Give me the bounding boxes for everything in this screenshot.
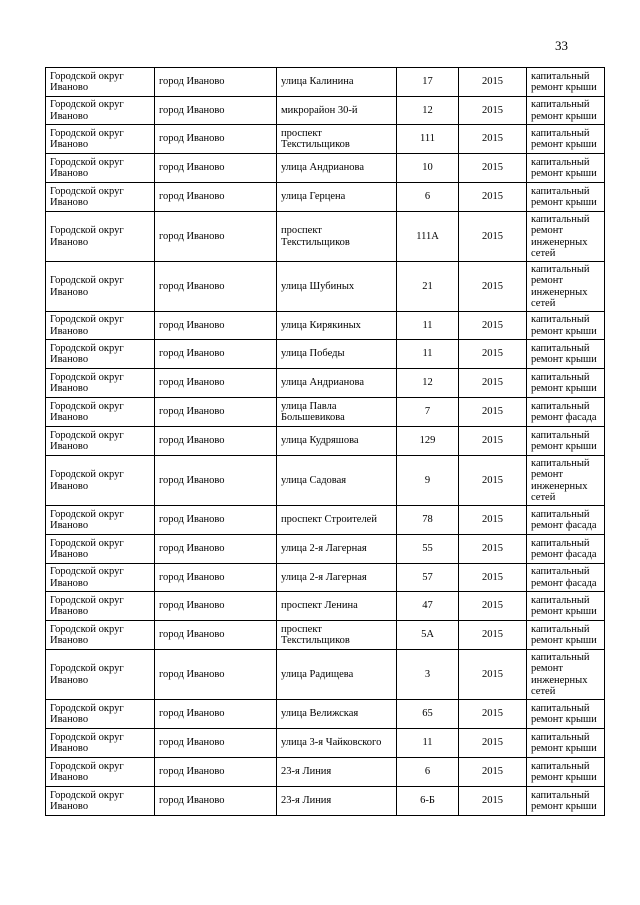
house-number-cell: 47 [397, 592, 459, 621]
street-cell: улица Садовая [277, 456, 397, 506]
year-cell: 2015 [459, 456, 527, 506]
house-number-cell: 111А [397, 212, 459, 262]
work-type-cell: капитальный ремонт инженерных сетей [527, 212, 605, 262]
city-cell: город Иваново [155, 787, 277, 816]
city-cell: город Иваново [155, 369, 277, 398]
work-type-cell: капитальный ремонт крыши [527, 154, 605, 183]
table-row [46, 125, 605, 154]
street-cell: улица 2-я Лагерная [277, 564, 397, 592]
okrug-cell: Городской округ Иваново [46, 212, 155, 262]
table-row [46, 97, 605, 125]
house-number-cell: 6-Б [397, 787, 459, 816]
house-number-cell: 65 [397, 700, 459, 729]
house-number-cell: 6 [397, 758, 459, 787]
work-type-cell: капитальный ремонт крыши [527, 125, 605, 154]
city-cell: город Иваново [155, 506, 277, 535]
okrug-cell: Городской округ Иваново [46, 68, 155, 97]
city-cell: город Иваново [155, 427, 277, 456]
city-cell: город Иваново [155, 154, 277, 183]
table-row [46, 592, 605, 621]
table-row [46, 456, 605, 506]
city-cell: город Иваново [155, 729, 277, 758]
street-cell: проспект Текстильщиков [277, 125, 397, 154]
city-cell: город Иваново [155, 564, 277, 592]
street-cell: проспект Ленина [277, 592, 397, 621]
street-cell: улица Герцена [277, 183, 397, 212]
work-type-cell: капитальный ремонт крыши [527, 729, 605, 758]
table-body [46, 68, 605, 816]
street-cell: улица Кудряшова [277, 427, 397, 456]
house-number-cell: 12 [397, 97, 459, 125]
table-row [46, 535, 605, 564]
city-cell: город Иваново [155, 700, 277, 729]
work-type-cell: капитальный ремонт крыши [527, 700, 605, 729]
okrug-cell: Городской округ Иваново [46, 154, 155, 183]
year-cell: 2015 [459, 68, 527, 97]
house-number-cell: 11 [397, 729, 459, 758]
table-row [46, 212, 605, 262]
year-cell: 2015 [459, 398, 527, 427]
city-cell: город Иваново [155, 592, 277, 621]
work-type-cell: капитальный ремонт крыши [527, 758, 605, 787]
year-cell: 2015 [459, 97, 527, 125]
house-number-cell: 111 [397, 125, 459, 154]
city-cell: город Иваново [155, 125, 277, 154]
year-cell: 2015 [459, 369, 527, 398]
year-cell: 2015 [459, 340, 527, 369]
table-row [46, 564, 605, 592]
table-row [46, 506, 605, 535]
work-type-cell: капитальный ремонт крыши [527, 427, 605, 456]
house-number-cell: 129 [397, 427, 459, 456]
table-row [46, 427, 605, 456]
street-cell: микрорайон 30-й [277, 97, 397, 125]
work-type-cell: капитальный ремонт крыши [527, 97, 605, 125]
house-number-cell: 6 [397, 183, 459, 212]
year-cell: 2015 [459, 650, 527, 700]
table-row [46, 262, 605, 312]
house-number-cell: 11 [397, 340, 459, 369]
street-cell: улица Шубиных [277, 262, 397, 312]
okrug-cell: Городской округ Иваново [46, 312, 155, 340]
city-cell: город Иваново [155, 97, 277, 125]
house-number-cell: 55 [397, 535, 459, 564]
okrug-cell: Городской округ Иваново [46, 535, 155, 564]
work-type-cell: капитальный ремонт фасада [527, 535, 605, 564]
street-cell: улица Павла Большевикова [277, 398, 397, 427]
okrug-cell: Городской округ Иваново [46, 427, 155, 456]
work-type-cell: капитальный ремонт фасада [527, 564, 605, 592]
work-type-cell: капитальный ремонт крыши [527, 183, 605, 212]
year-cell: 2015 [459, 592, 527, 621]
work-type-cell: капитальный ремонт инженерных сетей [527, 650, 605, 700]
house-number-cell: 3 [397, 650, 459, 700]
table-row [46, 154, 605, 183]
street-cell: проспект Строителей [277, 506, 397, 535]
city-cell: город Иваново [155, 68, 277, 97]
street-cell: 23-я Линия [277, 787, 397, 816]
okrug-cell: Городской округ Иваново [46, 97, 155, 125]
city-cell: город Иваново [155, 398, 277, 427]
table-row [46, 787, 605, 816]
table-row [46, 398, 605, 427]
city-cell: город Иваново [155, 621, 277, 650]
year-cell: 2015 [459, 700, 527, 729]
city-cell: город Иваново [155, 262, 277, 312]
street-cell: улица Кирякиных [277, 312, 397, 340]
work-type-cell: капитальный ремонт фасада [527, 506, 605, 535]
house-number-cell: 10 [397, 154, 459, 183]
work-type-cell: капитальный ремонт крыши [527, 621, 605, 650]
okrug-cell: Городской округ Иваново [46, 369, 155, 398]
table-row [46, 369, 605, 398]
work-type-cell: капитальный ремонт крыши [527, 68, 605, 97]
year-cell: 2015 [459, 564, 527, 592]
year-cell: 2015 [459, 154, 527, 183]
table-row [46, 700, 605, 729]
street-cell: проспект Текстильщиков [277, 621, 397, 650]
house-number-cell: 11 [397, 312, 459, 340]
year-cell: 2015 [459, 262, 527, 312]
okrug-cell: Городской округ Иваново [46, 506, 155, 535]
table-row [46, 183, 605, 212]
page-number: 33 [555, 38, 568, 53]
house-number-cell: 57 [397, 564, 459, 592]
year-cell: 2015 [459, 506, 527, 535]
table-row [46, 340, 605, 369]
street-cell: улица Андрианова [277, 154, 397, 183]
work-type-cell: капитальный ремонт крыши [527, 340, 605, 369]
house-number-cell: 9 [397, 456, 459, 506]
city-cell: город Иваново [155, 212, 277, 262]
year-cell: 2015 [459, 535, 527, 564]
table-row [46, 312, 605, 340]
table-row [46, 729, 605, 758]
city-cell: город Иваново [155, 535, 277, 564]
city-cell: город Иваново [155, 650, 277, 700]
okrug-cell: Городской округ Иваново [46, 125, 155, 154]
okrug-cell: Городской округ Иваново [46, 758, 155, 787]
street-cell: 23-я Линия [277, 758, 397, 787]
year-cell: 2015 [459, 427, 527, 456]
work-type-cell: капитальный ремонт крыши [527, 312, 605, 340]
table-row [46, 758, 605, 787]
year-cell: 2015 [459, 758, 527, 787]
year-cell: 2015 [459, 729, 527, 758]
work-type-cell: капитальный ремонт крыши [527, 592, 605, 621]
okrug-cell: Городской округ Иваново [46, 700, 155, 729]
okrug-cell: Городской округ Иваново [46, 564, 155, 592]
street-cell: улица 2-я Лагерная [277, 535, 397, 564]
okrug-cell: Городской округ Иваново [46, 650, 155, 700]
year-cell: 2015 [459, 183, 527, 212]
okrug-cell: Городской округ Иваново [46, 398, 155, 427]
street-cell: улица Победы [277, 340, 397, 369]
street-cell: улица Андрианова [277, 369, 397, 398]
okrug-cell: Городской округ Иваново [46, 729, 155, 758]
street-cell: улица 3-я Чайковского [277, 729, 397, 758]
okrug-cell: Городской округ Иваново [46, 621, 155, 650]
year-cell: 2015 [459, 787, 527, 816]
table-row [46, 621, 605, 650]
street-cell: улица Калинина [277, 68, 397, 97]
work-type-cell: капитальный ремонт фасада [527, 398, 605, 427]
street-cell: улица Радищева [277, 650, 397, 700]
house-number-cell: 78 [397, 506, 459, 535]
okrug-cell: Городской округ Иваново [46, 340, 155, 369]
year-cell: 2015 [459, 212, 527, 262]
okrug-cell: Городской округ Иваново [46, 592, 155, 621]
city-cell: город Иваново [155, 183, 277, 212]
house-number-cell: 17 [397, 68, 459, 97]
street-cell: улица Велижская [277, 700, 397, 729]
house-number-cell: 5А [397, 621, 459, 650]
house-number-cell: 7 [397, 398, 459, 427]
street-cell: проспект Текстильщиков [277, 212, 397, 262]
house-number-cell: 12 [397, 369, 459, 398]
house-number-cell: 21 [397, 262, 459, 312]
city-cell: город Иваново [155, 312, 277, 340]
okrug-cell: Городской округ Иваново [46, 183, 155, 212]
okrug-cell: Городской округ Иваново [46, 787, 155, 816]
table-row [46, 650, 605, 700]
year-cell: 2015 [459, 125, 527, 154]
city-cell: город Иваново [155, 456, 277, 506]
table-row [46, 68, 605, 97]
city-cell: город Иваново [155, 340, 277, 369]
year-cell: 2015 [459, 621, 527, 650]
okrug-cell: Городской округ Иваново [46, 456, 155, 506]
work-type-cell: капитальный ремонт крыши [527, 787, 605, 816]
work-type-cell: капитальный ремонт инженерных сетей [527, 456, 605, 506]
work-type-cell: капитальный ремонт инженерных сетей [527, 262, 605, 312]
year-cell: 2015 [459, 312, 527, 340]
city-cell: город Иваново [155, 758, 277, 787]
repair-register-table [45, 67, 605, 816]
okrug-cell: Городской округ Иваново [46, 262, 155, 312]
work-type-cell: капитальный ремонт крыши [527, 369, 605, 398]
